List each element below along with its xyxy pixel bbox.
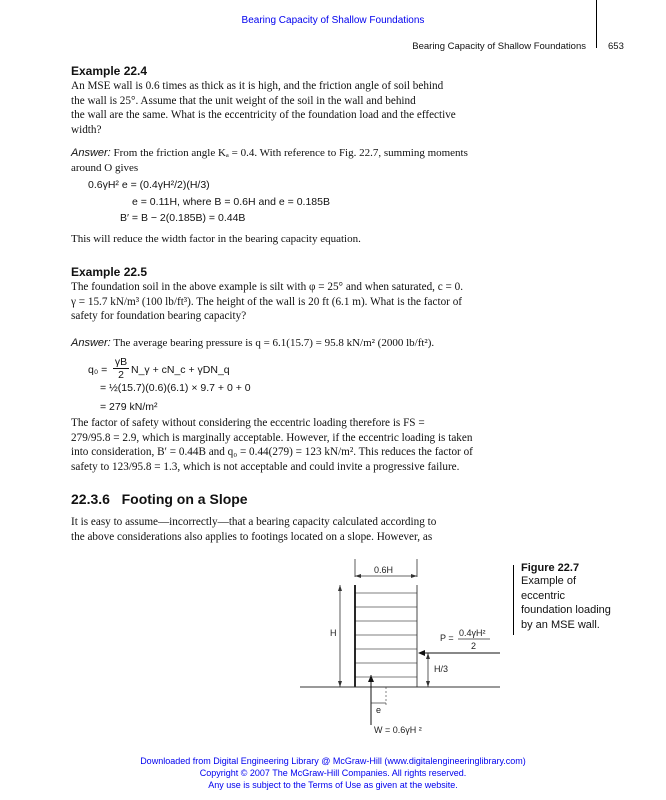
question-line: γ = 15.7 kN/m³ (100 lb/ft³). The height of the wall is 20 ft (6.1 m). What is the factor of: [71, 295, 463, 308]
arrowhead-icon: [338, 585, 342, 591]
section-title: Footing on a Slope: [121, 491, 248, 507]
example-22-5-title: Example 22.5: [71, 265, 148, 279]
dim-label-h3: H/3: [434, 664, 449, 674]
question-line: width?: [71, 124, 102, 137]
mse-wall-figure: [300, 555, 510, 745]
wall-reinforcement-layers: [355, 593, 417, 677]
equation-moment-balance: 0.6γH² e = (0.4γH²/2)(H/3): [88, 179, 210, 191]
example-22-5-conclusion: [71, 416, 500, 475]
question-line: the wall are the same. What is the eccentricity of the foundation load and the effective: [71, 109, 456, 122]
dim-label-width: 0.6H: [374, 565, 394, 575]
caption-rule: [513, 565, 514, 635]
caption-line: by an MSE wall.: [521, 619, 600, 632]
question-line: An MSE wall is 0.6 times as thick as it is high, and the friction angle of soil behind: [71, 80, 444, 92]
section-line: the above considerations also applies to footings located on a slope. However, as: [71, 530, 433, 543]
force-p-label: P =: [440, 633, 454, 643]
footer-copyright-line: Copyright © 2007 The McGraw-Hill Companies. All rights reserved.: [199, 768, 467, 778]
section-line: It is easy to assume—incorrectly—that a bearing capacity calculated according to: [71, 516, 437, 528]
example-22-5-answer: [71, 337, 500, 349]
fraction-numerator: γB: [114, 356, 128, 368]
equation-effective-width: B′ = B − 2(0.185B) = 0.44B: [120, 212, 246, 224]
arrowhead-icon: [426, 653, 430, 659]
example-22-5-question: [71, 280, 500, 324]
running-head: Bearing Capacity of Shallow Foundations: [412, 41, 586, 52]
conclusion-line: safety to 123/95.8 = 1.3, which is not acceptable and could invite a progressive failure.: [71, 461, 460, 474]
example-22-4-question: [71, 79, 500, 138]
question-line: the wall is 25°. Assume that the unit weight of the soil in the wall and behind: [71, 94, 416, 107]
footer-terms-line[interactable]: Any use is subject to the Terms of Use as given at the website.: [208, 780, 458, 790]
question-line: The foundation soil in the above example is silt with φ = 25° and when saturated, c = 0.: [71, 281, 464, 293]
arrowhead-icon: [411, 574, 417, 578]
section-heading: [71, 491, 248, 507]
force-p-numerator: 0.4γH²: [459, 628, 486, 638]
equation-eccentricity: e = 0.11H, where B = 0.6H and e = 0.185B: [132, 196, 330, 208]
caption-line: eccentric: [521, 589, 566, 602]
figure-label: Figure 22.7: [521, 562, 580, 574]
weight-label: W = 0.6γH ²: [374, 725, 422, 735]
arrowhead-icon: [418, 650, 425, 656]
arrowhead-icon: [355, 574, 361, 578]
question-line: safety for foundation bearing capacity?: [71, 310, 247, 323]
header-vertical-rule: [596, 0, 597, 48]
force-p-denominator: 2: [471, 641, 477, 651]
caption-line: foundation loading: [521, 604, 611, 617]
section-number: 22.3.6: [71, 491, 110, 507]
section-paragraph: [71, 515, 500, 544]
equation-substitution: = ½(15.7)(0.6)(6.1) × 9.7 + 0 + 0: [100, 382, 251, 394]
example-22-4-answer: [71, 146, 500, 175]
answer-label: Answer:: [71, 147, 111, 159]
page-number: 653: [608, 41, 624, 52]
eccentricity-label: e: [376, 705, 382, 715]
document-top-title: Bearing Capacity of Shallow Foundations: [241, 15, 425, 26]
example-22-4-note: This will reduce the width factor in the bearing capacity equation.: [71, 233, 361, 245]
arrowhead-icon: [426, 681, 430, 687]
equation-fraction: [113, 356, 129, 381]
arrowhead-icon: [368, 675, 374, 682]
dim-label-height: H: [330, 628, 337, 638]
conclusion-line: 279/95.8 = 2.9, which is marginally acceptable. However, if the eccentric loading is taken: [71, 431, 473, 444]
equation-result: = 279 kN/m²: [100, 401, 158, 413]
arrowhead-icon: [338, 681, 342, 687]
conclusion-line: The factor of safety without considering the eccentric loading therefore is FS =: [71, 417, 425, 429]
example-22-4-title: Example 22.4: [71, 64, 148, 78]
answer-label: Answer:: [71, 337, 111, 349]
answer-text: From the friction angle Kₐ = 0.4. With reference to Fig. 22.7, summing moments: [113, 147, 468, 159]
fraction-denominator: 2: [118, 369, 124, 381]
answer-text: The average bearing pressure is q = 6.1(15.7) = 95.8 kN/m² (2000 lb/ft²).: [113, 337, 435, 349]
conclusion-line: into consideration, B′ = 0.44B and q₀ = 0.44(279) = 123 kN/m². This reduces the factor of: [71, 446, 473, 459]
equation-bearing-lhs: q₀ =: [88, 364, 108, 376]
answer-text: around O gives: [71, 161, 139, 174]
equation-bearing-rhs: N_γ + cN_c + γDN_q: [131, 364, 230, 376]
caption-line: Example of: [521, 575, 577, 587]
figure-caption: [521, 562, 611, 633]
footer-download-line[interactable]: Downloaded from Digital Engineering Library @ McGraw-Hill (www.digitalengineeringlibrary.com): [140, 756, 526, 766]
